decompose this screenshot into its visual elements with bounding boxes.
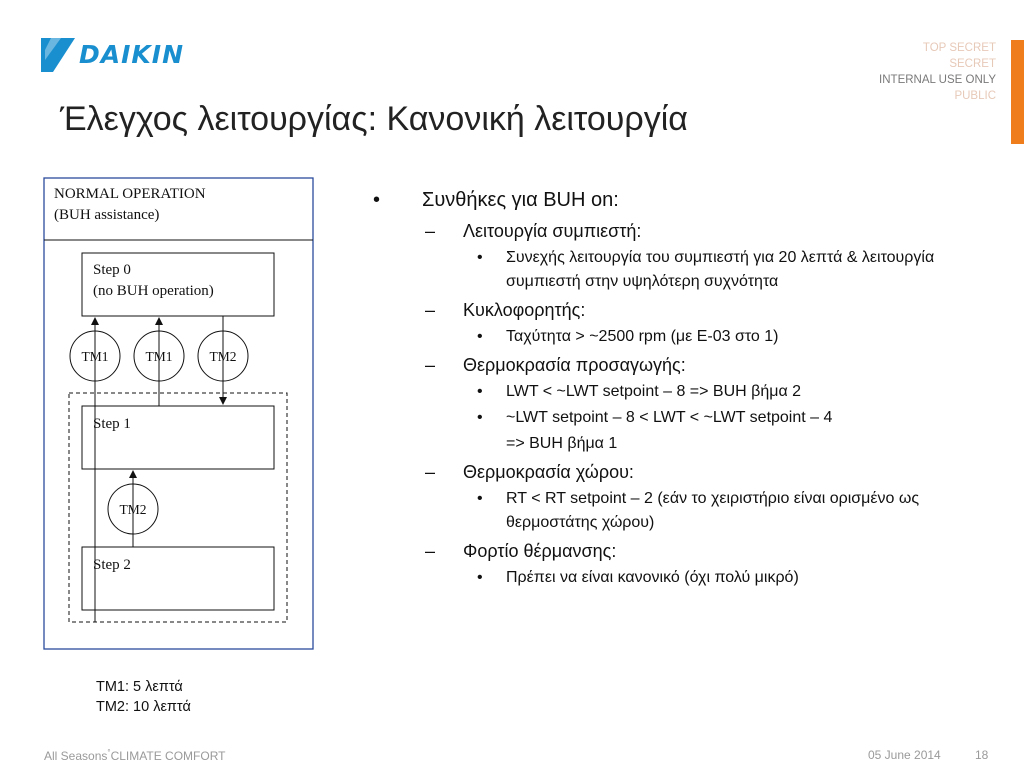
bullet-heating-load (370, 538, 990, 564)
step-0-sublabel: (no BUH operation) (93, 283, 214, 299)
bullet-lwt-step2 (370, 380, 990, 404)
bullet-text: Κυκλοφορητής: (463, 300, 586, 320)
bullet-heating-load-detail (370, 566, 990, 590)
bullet-text: Συνθήκες για BUH on: (422, 189, 619, 211)
bullet-marker: – (425, 300, 436, 320)
bullet-compressor-operation (370, 218, 990, 244)
legend-tm2: TM2: 10 λεπτά (96, 699, 191, 715)
classification-internal-use-only: INTERNAL USE ONLY (879, 74, 996, 86)
bullet-text: LWT < ~LWT setpoint – 8 => BUH βήμα 2 (506, 383, 802, 400)
bullet-compressor-detail (370, 246, 990, 294)
bullet-text: => BUH βήμα 1 (506, 435, 618, 452)
timer-label-d: TM2 (119, 502, 147, 517)
bullet-pump (370, 297, 990, 323)
bullet-buh-conditions (370, 185, 990, 215)
bullet-marker: • (477, 383, 483, 400)
step-1-label: Step 1 (93, 416, 131, 432)
bullet-marker: – (425, 221, 436, 241)
step-0-label: Step 0 (93, 262, 131, 278)
conditions-list (370, 185, 990, 590)
timer-label-a: TM1 (81, 349, 109, 364)
classification-top-secret: TOP SECRET (922, 42, 996, 54)
step-2-label: Step 2 (93, 557, 131, 573)
slide-title: Έλεγχος λειτουργίας: Κανονική λειτουργία (60, 100, 688, 138)
diagram-header-line2: (BUH assistance) (54, 207, 160, 223)
bullet-text: Λειτουργία συμπιεστή: (463, 221, 642, 241)
bullet-text: Ταχύτητα > ~2500 rpm (με E-03 στο 1) (506, 328, 779, 345)
bullet-text: Θερμοκρασία χώρου: (463, 462, 634, 482)
classification-secret: SECRET (949, 58, 996, 70)
bullet-text: RT < RT setpoint – 2 (εάν το χειριστήριο είναι ορισμένο ως θερμοστάτης χώρου) (506, 490, 920, 531)
bullet-lwt-step1 (370, 406, 990, 430)
bullet-marker: • (373, 189, 381, 211)
timer-label-b: TM1 (145, 349, 173, 364)
bullet-room-temp (370, 459, 990, 485)
bullet-room-temp-detail (370, 487, 990, 535)
bullet-marker: • (477, 409, 483, 426)
timer-label-c: TM2 (209, 349, 237, 364)
bullet-marker: – (425, 355, 436, 375)
bullet-text: ~LWT setpoint – 8 < LWT < ~LWT setpoint – 4 (506, 409, 833, 426)
bullet-text: Πρέπει να είναι κανονικό (όχι πολύ μικρό) (506, 569, 799, 586)
bullet-marker: • (477, 490, 483, 507)
timer-legend (96, 677, 191, 717)
diagram-header-line1: NORMAL OPERATION (54, 186, 206, 202)
bullet-text: Φορτίο θέρμανσης: (463, 541, 617, 561)
bullet-text: Θερμοκρασία προσαγωγής: (463, 355, 686, 375)
legend-tm1: TM1: 5 λεπτά (96, 679, 183, 695)
daikin-logo-text: DAIKIN (79, 40, 184, 69)
classification-public: PUBLIC (954, 90, 996, 102)
bullet-pump-detail (370, 325, 990, 349)
bullet-marker: • (477, 249, 483, 266)
footer-date: 05 June 2014 (868, 748, 941, 762)
bullet-marker: – (425, 462, 436, 482)
bullet-lwt-step1-result (370, 432, 990, 456)
footer-brand-suffix: CLIMATE COMFORT (110, 749, 226, 763)
page-number: 18 (975, 748, 989, 762)
footer-brand-mark: ° (107, 748, 111, 757)
bullet-marker: • (477, 328, 483, 345)
bullet-marker: – (425, 541, 436, 561)
bullet-marker: • (477, 569, 483, 586)
footer-brand (44, 748, 225, 763)
bullet-leaving-water-temp (370, 352, 990, 378)
bullet-text: Συνεχής λειτουργία του συμπιεστή για 20 λεπτά & λειτουργία συμπιεστή στην υψηλότερη συχνότητα (506, 249, 935, 290)
footer-brand-name: All Seasons (44, 749, 108, 763)
